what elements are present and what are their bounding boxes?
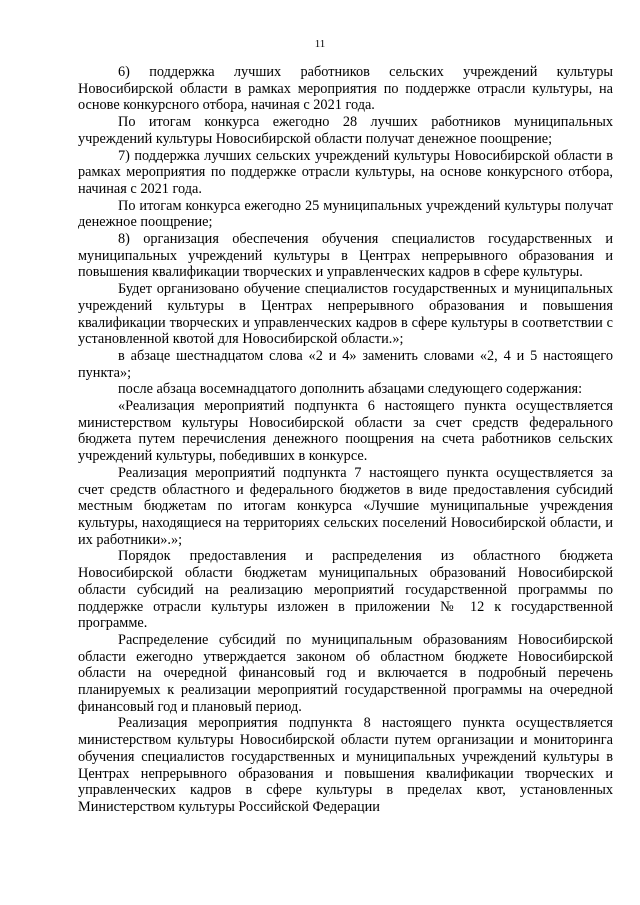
paragraph: Порядок предоставления и распределения из областного бюджета Новосибирской области бюджетам муниципальных образований Новосибирской области субсидий на реализацию мероприятий государственной программы по поддержке отрасли культуры изложен в приложении № 12 к государственной программе.: [78, 548, 613, 632]
paragraph: По итогам конкурса ежегодно 28 лучших работников муниципальных учреждений культуры Новосибирской области получат денежное поощрение;: [78, 114, 613, 147]
page-number: 11: [314, 38, 326, 50]
paragraph: Реализация мероприятия подпункта 8 настоящего пункта осуществляется министерством культуры Новосибирской области путем организации и мониторинга обучения специалистов государственных и муниципальных учреждений культуры в Центрах непрерывного образования и повышения квалификации творческих и управленческих кадров в сфере культуры в пределах квот, установленных Министерством культуры Российской Федерации: [78, 715, 613, 815]
paragraph: 7) поддержка лучших сельских учреждений культуры Новосибирской области в рамках мероприятия по поддержке отрасли культуры, на основе конкурсного отбора, начиная с 2021 года.: [78, 147, 613, 197]
paragraph: «Реализация мероприятий подпункта 6 настоящего пункта осуществляется министерством культуры Новосибирской области за счет средств федерального бюджета путем перечисления денежного поощрения на счета работников сельских учреждений культуры, победивших в конкурсе.: [78, 398, 613, 465]
paragraph: в абзаце шестнадцатом слова «2 и 4» заменить словами «2, 4 и 5 настоящего пункта»;: [78, 347, 613, 381]
paragraph: Реализация мероприятий подпункта 7 настоящего пункта осуществляется за счет средств областного и федерального бюджетов в виде предоставления субсидий местным бюджетам по итогам конкурса «Лучшие муниципальные учреждения культуры, находящиеся на территориях сельских поселений Новосибирской области, и их работники».»;: [78, 464, 613, 548]
document-body: [78, 64, 613, 816]
paragraph: По итогам конкурса ежегодно 25 муниципальных учреждений культуры получат денежное поощрение;: [78, 197, 613, 231]
paragraph: 6) поддержка лучших работников сельских учреждений культуры Новосибирской области в рамках мероприятия по поддержке отрасли культуры, на основе конкурсного отбора, начиная с 2021 года.: [78, 64, 613, 114]
paragraph: Будет организовано обучение специалистов государственных и муниципальных учреждений культуры в Центрах непрерывного образования и повышения квалификации творческих и управленческих кадров в сфере культуры в соответствии с установленной квотой для Новосибирской области.»;: [78, 281, 613, 348]
paragraph: Распределение субсидий по муниципальным образованиям Новосибирской области ежегодно утверждается законом об областном бюджете Новосибирской области на очередной финансовый год и включается в подробный перечень планируемых к реализации мероприятий государственной программы на очередной финансовый год и плановый период.: [78, 631, 613, 715]
paragraph: 8) организация обеспечения обучения специалистов государственных и муниципальных учреждений культуры в Центрах непрерывного образования и повышения квалификации творческих и управленческих кадров в сфере культуры.: [78, 231, 613, 281]
paragraph: после абзаца восемнадцатого дополнить абзацами следующего содержания:: [118, 381, 583, 398]
